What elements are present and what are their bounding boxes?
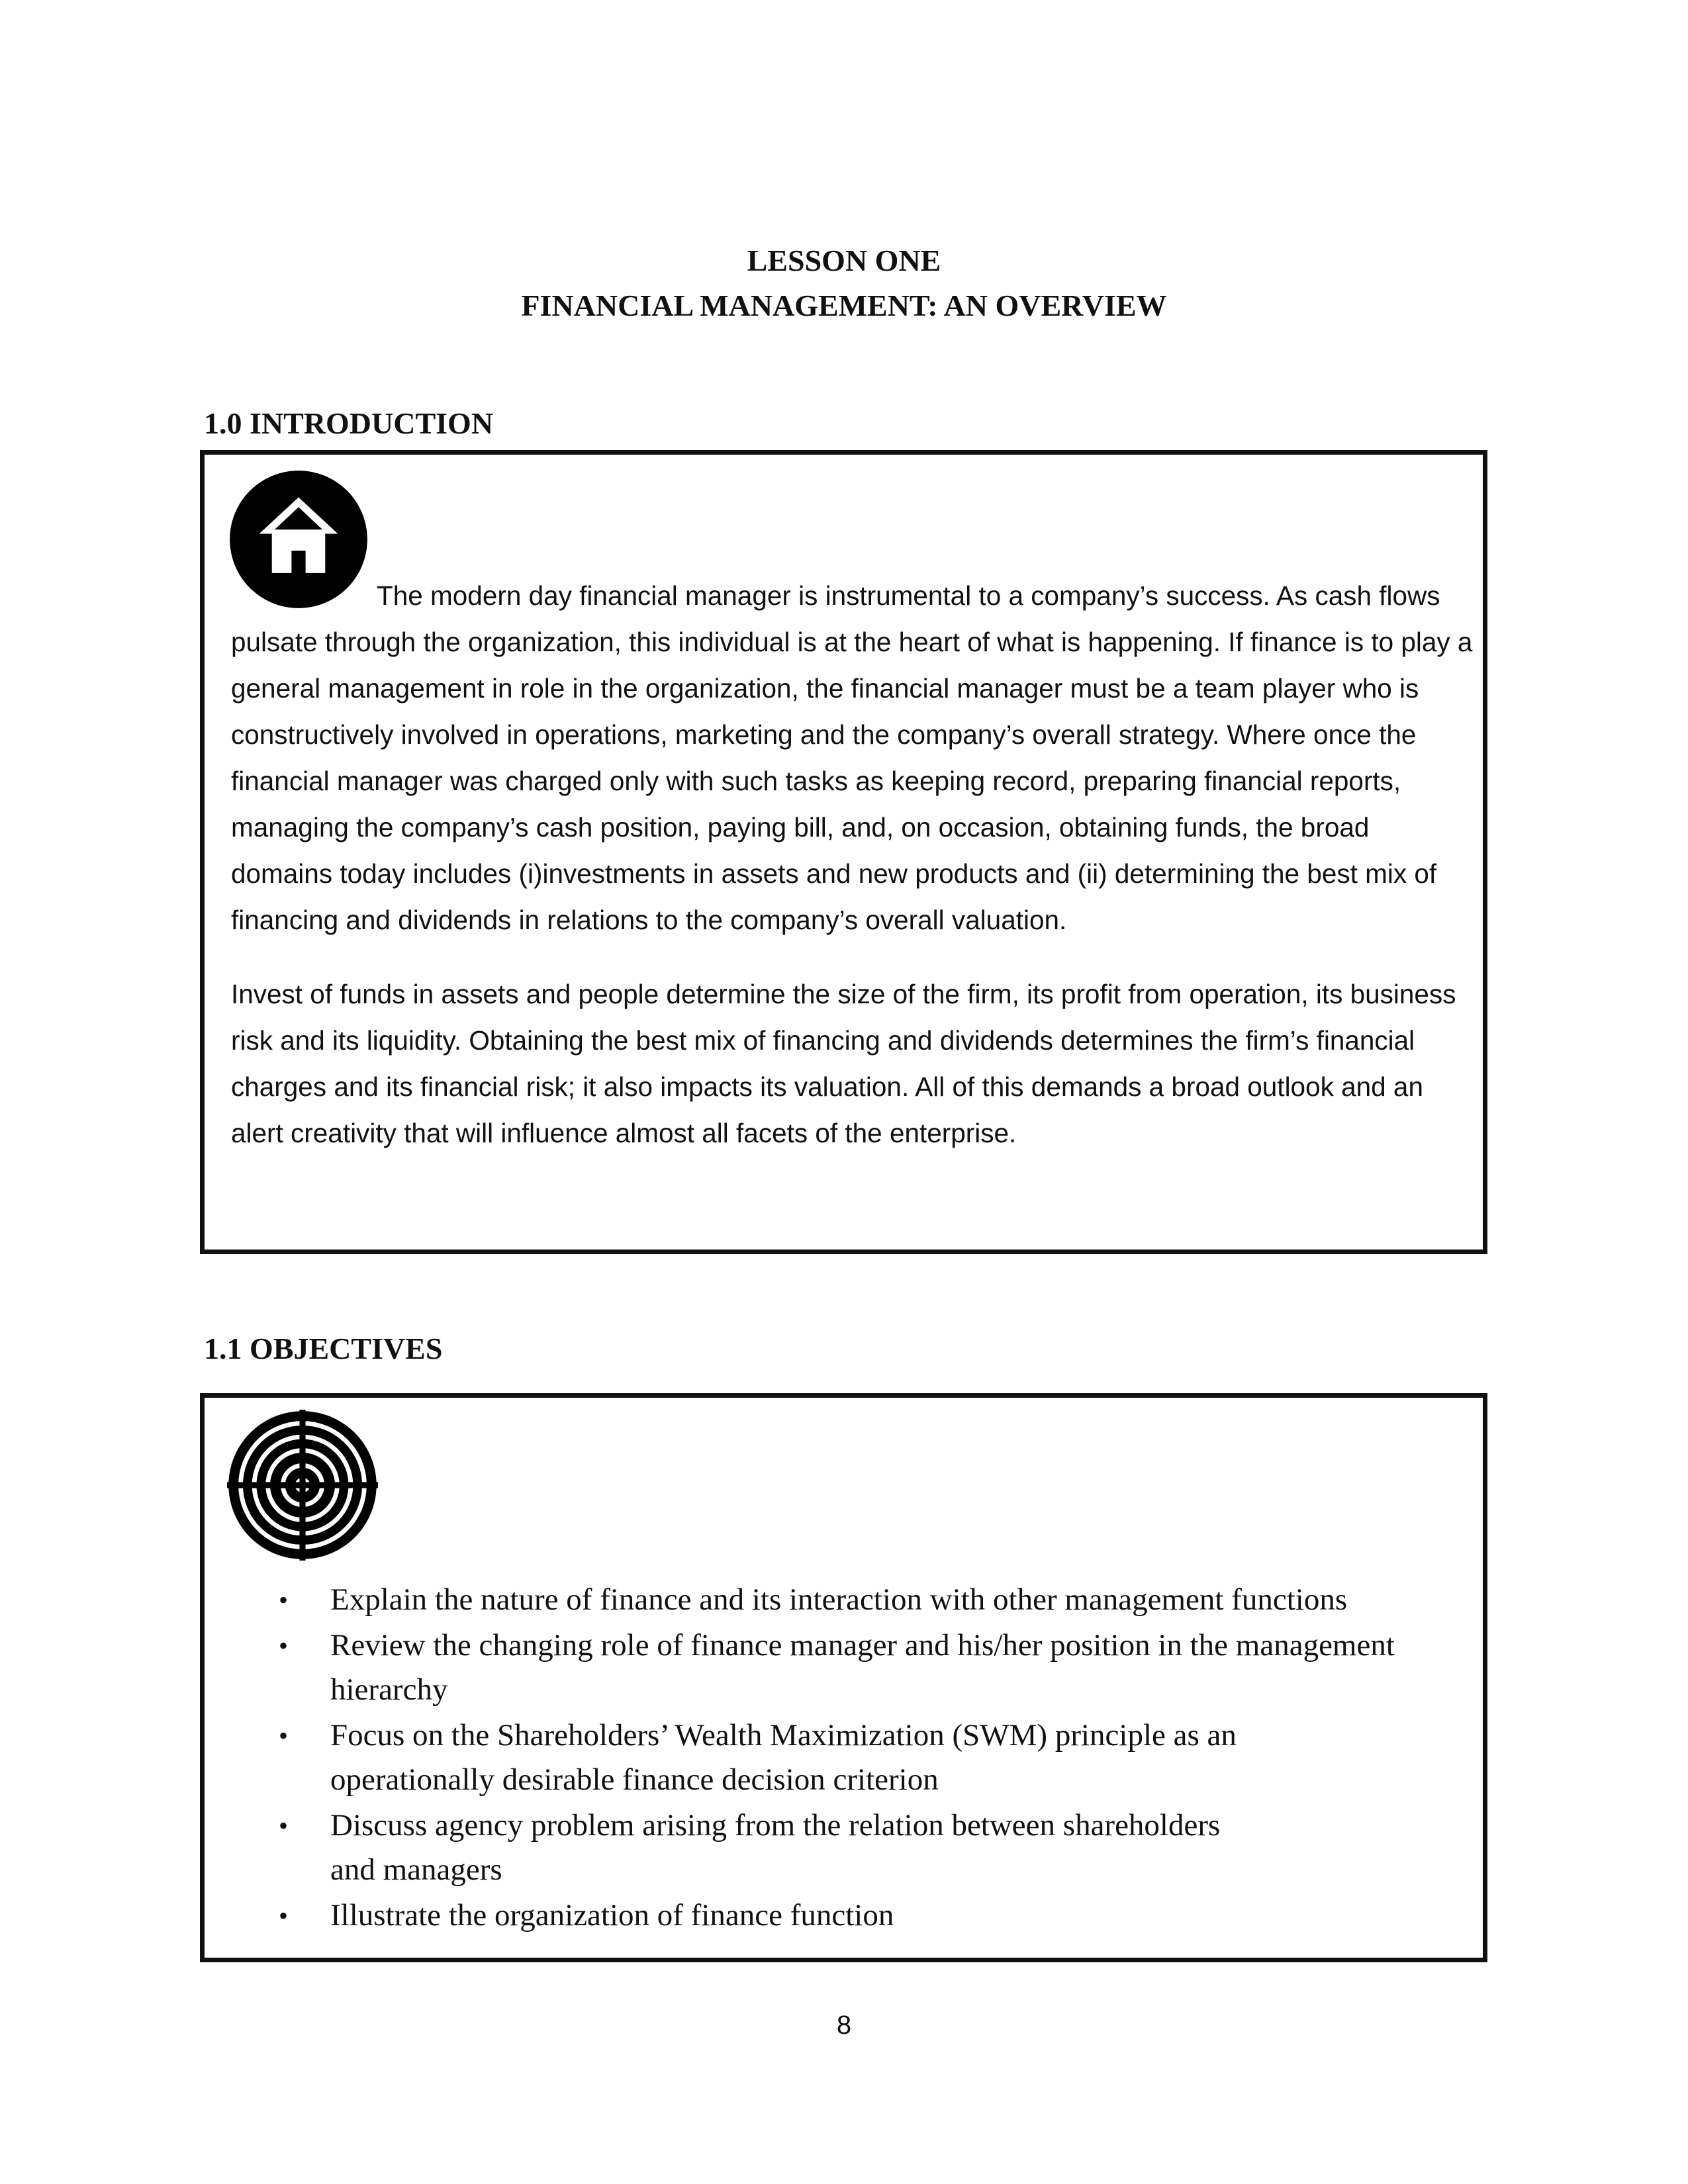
list-item: [205, 1893, 1482, 1938]
objectives-heading: 1.1 OBJECTIVES: [204, 1332, 443, 1365]
introduction-box: [200, 450, 1487, 1254]
lesson-number: LESSON ONE: [747, 244, 941, 277]
bullet: •: [279, 1721, 289, 1751]
objective-text: Focus on the Shareholders’ Wealth Maximization (SWM) principle as an operationally desirable finance decision criterion: [330, 1718, 1237, 1797]
objectives-list: [205, 1578, 1482, 1939]
introduction-text: [231, 572, 1476, 1156]
list-item: [205, 1803, 1482, 1892]
bullet: •: [279, 1901, 289, 1931]
bullet: •: [279, 1631, 289, 1661]
lesson-title: FINANCIAL MANAGEMENT: AN OVERVIEW: [521, 289, 1167, 322]
objective-text: Discuss agency problem arising from the relation between shareholders and managers: [330, 1808, 1221, 1887]
bullet: •: [279, 1585, 289, 1615]
objective-text: Explain the nature of finance and its interaction with other management functions: [330, 1582, 1348, 1617]
list-item: [205, 1713, 1482, 1802]
introduction-paragraph: The modern day financial manager is instrumental to a company’s success. As cash flows pulsate through the organization, this individual is at the heart of what is happening. If finance is to play a general management in role in the organization, the financial manager must be a team player who is constructively involved in operations, marketing and the company’s overall strategy. Where once the financial manager was charged only with such tasks as keeping record, preparing financial reports, managing the company’s cash position, paying bill, and, on occasion, obtaining funds, the broad domains today includes (i)investments in assets and new products and (ii) determining the best mix of financing and dividends in relations to the company’s overall valuation.: [231, 580, 1473, 935]
objective-text: Review the changing role of finance manager and his/her position in the management hierarchy: [330, 1628, 1395, 1707]
objective-text: Illustrate the organization of finance function: [330, 1898, 894, 1933]
introduction-heading: 1.0 INTRODUCTION: [204, 406, 494, 440]
objectives-box: [200, 1393, 1487, 1962]
page-number: 8: [836, 2011, 852, 2040]
target-icon: [227, 1410, 378, 1561]
introduction-paragraph: Invest of funds in assets and people determine the size of the firm, its profit from operation, its business risk and its liquidity. Obtaining the best mix of financing and dividends determines the firm’s financial charges and its financial risk; it also impacts its valuation. All of this demands a broad outlook and an alert creativity that will influence almost all facets of the enterprise.: [231, 979, 1456, 1148]
list-item: [205, 1623, 1482, 1712]
list-item: [205, 1578, 1482, 1622]
lesson-header: [0, 238, 1688, 328]
bullet: •: [279, 1811, 289, 1841]
